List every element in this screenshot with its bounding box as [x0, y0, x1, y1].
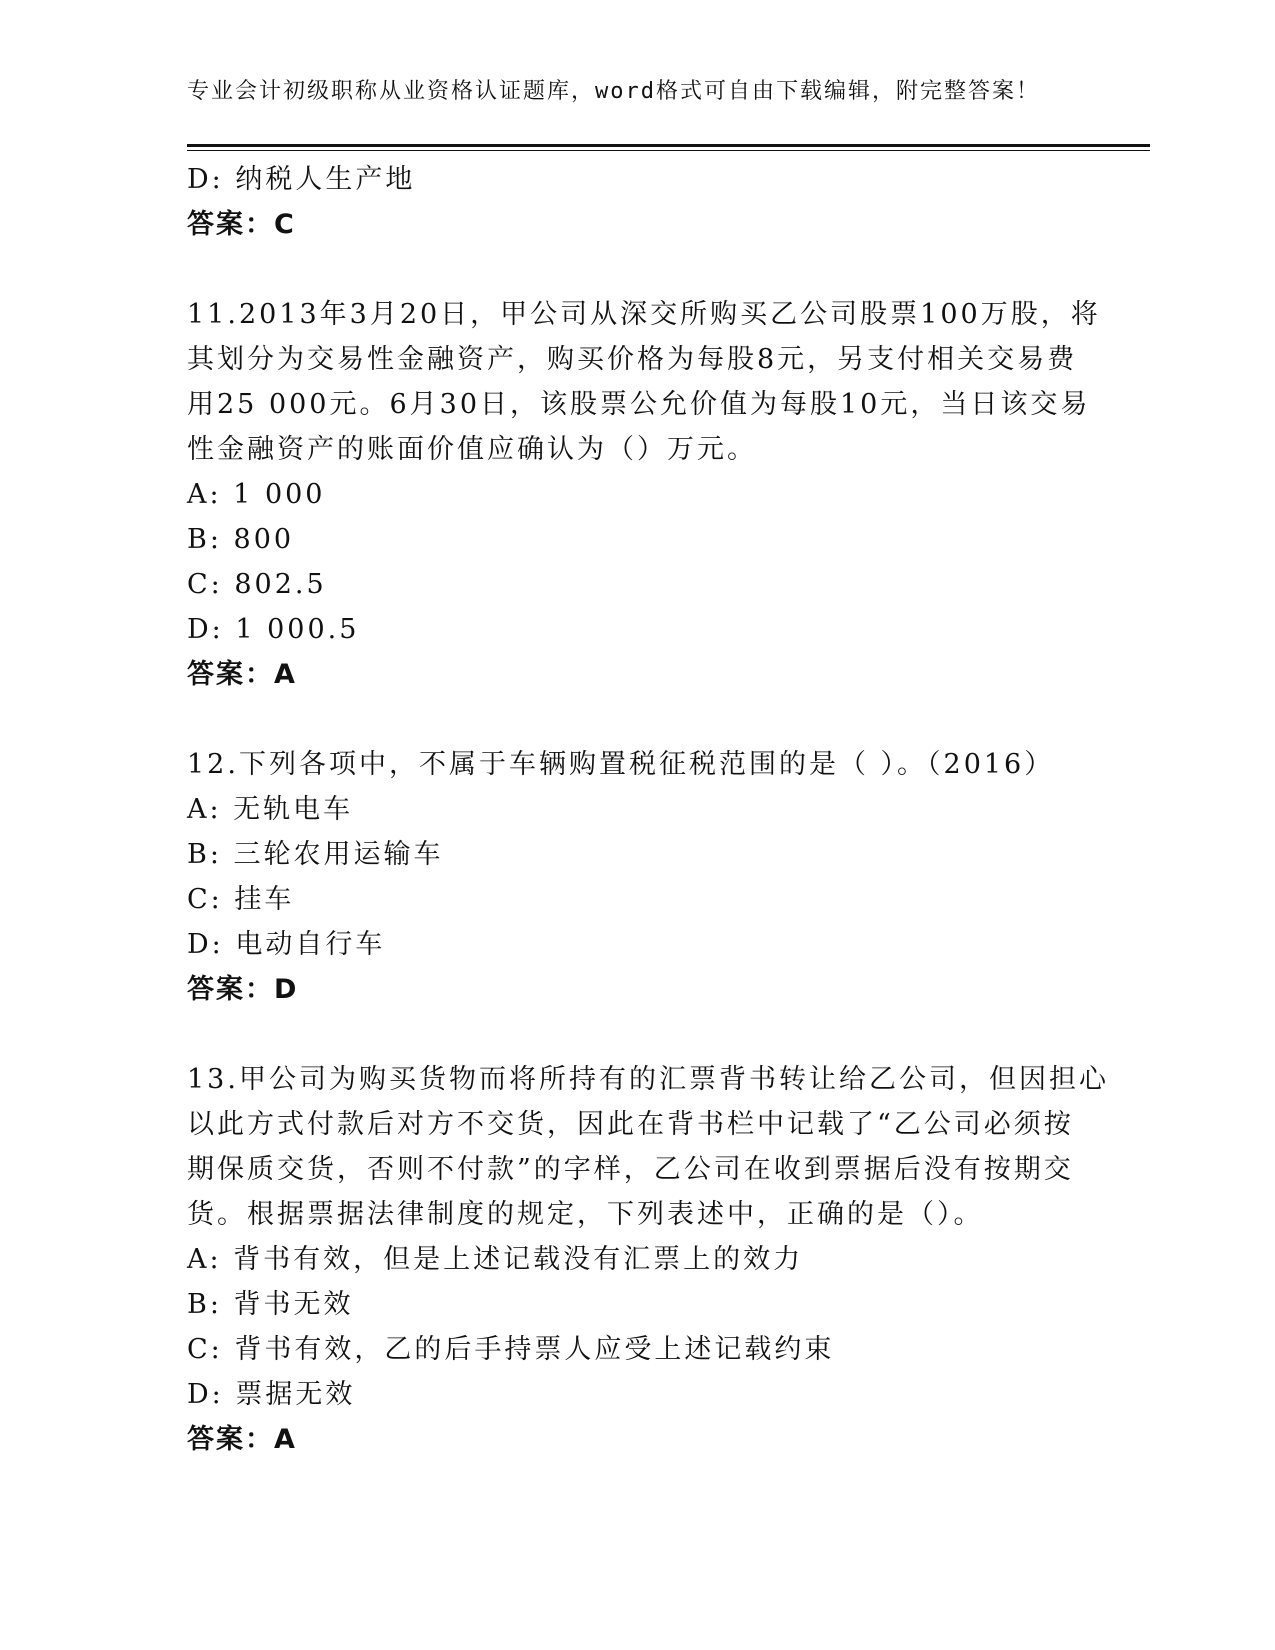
spacer: [187, 1012, 1087, 1057]
stem-line: 用25 000元。6月30日，该股票公允价值为每股10元，当日该交易: [187, 389, 1091, 420]
stem-line: 11.2013年3月20日，甲公司从深交所购买乙公司股票100万股，将: [187, 299, 1101, 330]
question-stem: [187, 742, 1087, 787]
option-a: A: 无轨电车: [187, 794, 354, 825]
question-stem: [187, 292, 1101, 472]
stem-line: 13.甲公司为购买货物而将所持有的汇票背书转让给乙公司，但因担心: [187, 1064, 1109, 1095]
option-c: C: 背书有效，乙的后手持票人应受上述记载约束: [187, 1334, 835, 1365]
stem-line: 12.下列各项中，不属于车辆购置税征税范围的是（ ）。（2016）: [187, 749, 1055, 780]
option-d: D: 1 000.5: [187, 614, 360, 645]
document-body: [187, 157, 1109, 1462]
stem-line: 性金融资产的账面价值应确认为（）万元。: [187, 434, 757, 465]
stem-line: 货。根据票据法律制度的规定，下列表述中，正确的是（）。: [187, 1199, 984, 1230]
option-d: D: 电动自行车: [187, 929, 386, 960]
stem-line: 期保质交货，否则不付款”的字样，乙公司在收到票据后没有按期交: [187, 1154, 1074, 1185]
answer-line: 答案：A: [187, 659, 297, 690]
stem-line: 以此方式付款后对方不交货，因此在背书栏中记载了“乙公司必须按: [187, 1109, 1074, 1140]
header-divider-thin: [187, 150, 1150, 151]
option-c: C: 挂车: [187, 884, 295, 915]
header-divider-thick: [187, 144, 1150, 147]
question-12: [187, 742, 1087, 1012]
answer-line: 答案：C: [187, 209, 296, 240]
spacer: [187, 697, 1087, 742]
option-b: B: 背书无效: [187, 1289, 354, 1320]
question-13: [187, 1057, 1109, 1462]
option-c: C: 802.5: [187, 569, 327, 600]
question-stem: [187, 1057, 1109, 1237]
answer-line: 答案：D: [187, 974, 299, 1005]
option-b: B: 800: [187, 524, 295, 555]
page-header: 专业会计初级职称从业资格认证题库，word格式可自由下载编辑，附完整答案！: [187, 79, 1040, 104]
spacer: [187, 247, 1087, 292]
option-a: A: 1 000: [187, 479, 326, 510]
option-a: A: 背书有效，但是上述记载没有汇票上的效力: [187, 1244, 804, 1275]
answer-line: 答案：A: [187, 1424, 297, 1455]
stem-line: 其划分为交易性金融资产，购买价格为每股8元，另支付相关交易费: [187, 344, 1078, 375]
option-d: D: 票据无效: [187, 1379, 356, 1410]
option-b: B: 三轮农用运输车: [187, 839, 444, 870]
option-d: D: 纳税人生产地: [187, 164, 416, 195]
question-11: [187, 292, 1101, 697]
